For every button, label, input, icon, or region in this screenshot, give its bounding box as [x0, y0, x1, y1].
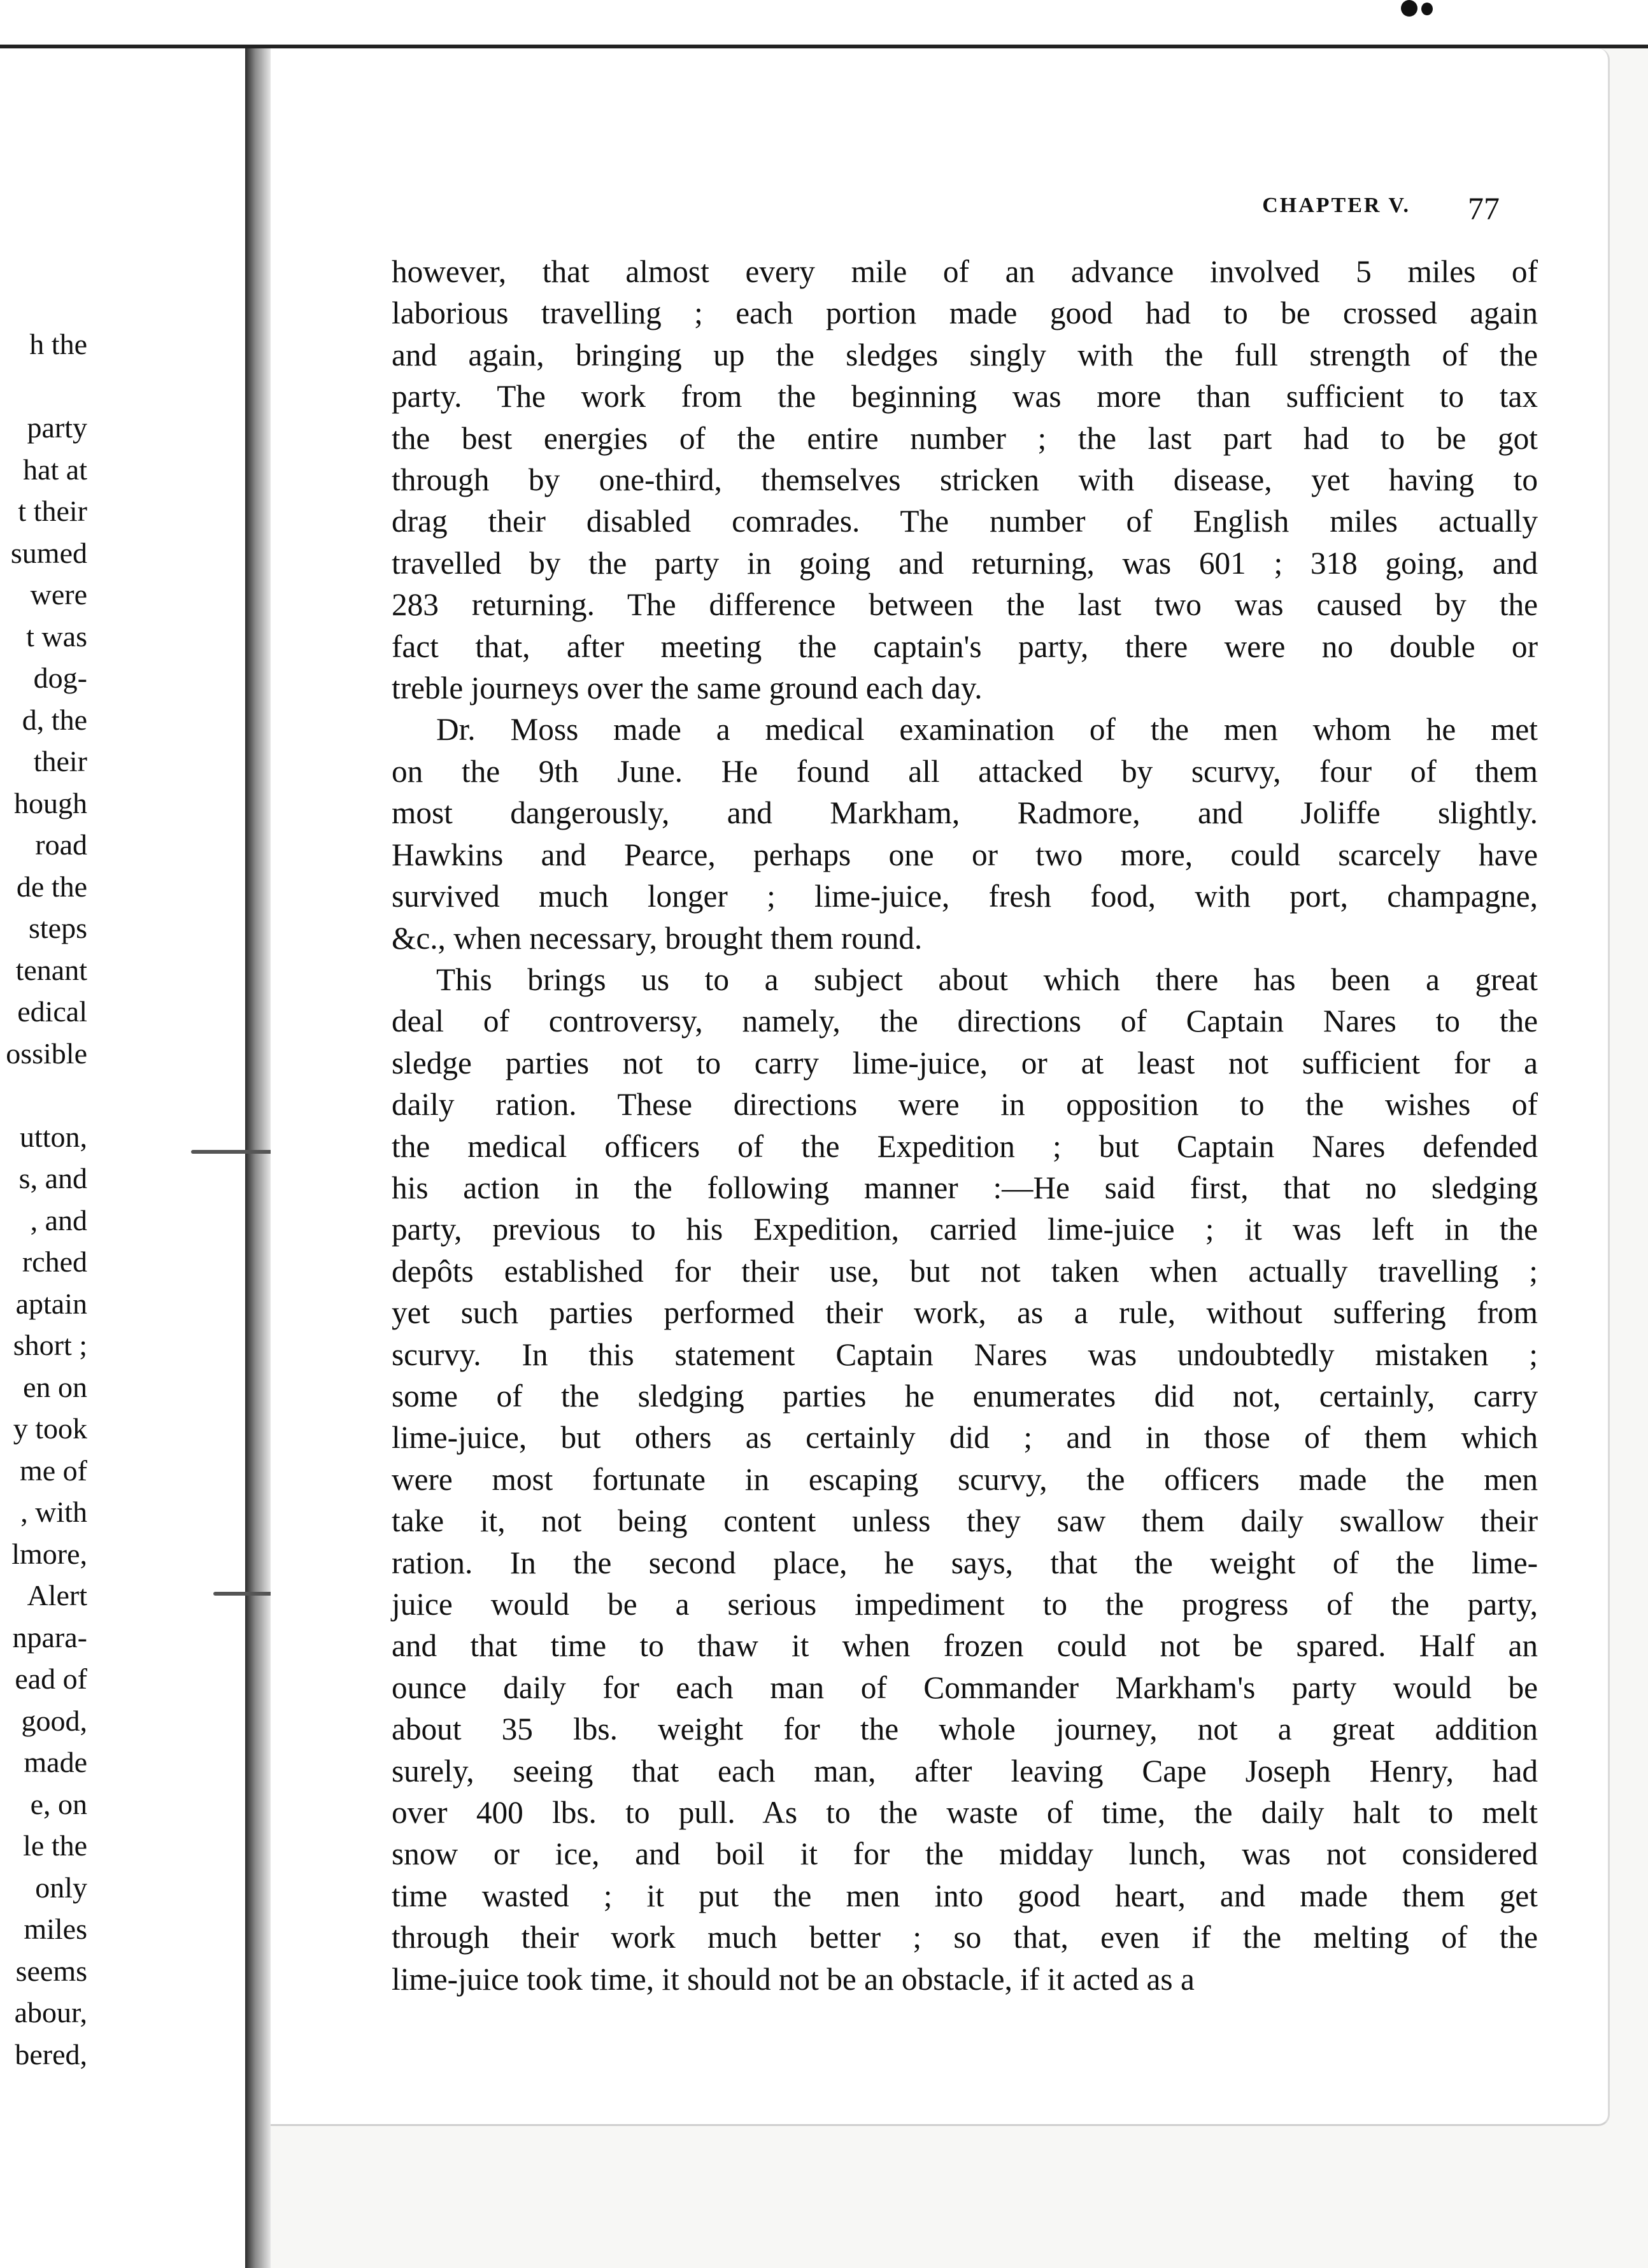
left-page-line: only [35, 1871, 87, 1904]
text-line: travelled by the party in going and returning, was 601 ; 318 going, and [392, 545, 1538, 581]
left-page-line: steps [29, 912, 87, 944]
left-page-line: t was [26, 620, 87, 653]
text-line: Hawkins and Pearce, perhaps one or two more, could scarcely have [392, 837, 1538, 872]
left-page-line: miles [24, 1913, 87, 1945]
text-line: time wasted ; it put the men into good heart, and made them get [392, 1878, 1538, 1913]
text-line: scurvy. In this statement Captain Nares was undoubtedly mistaken ; [392, 1336, 1538, 1372]
text-line: 283 returning. The difference between the last two was caused by the [392, 587, 1538, 623]
left-page-line: hat at [23, 453, 87, 486]
left-page-line: s, and [18, 1162, 87, 1194]
text-line: take it, not being content unless they saw them daily swallow their [392, 1503, 1538, 1539]
text-line: the best energies of the entire number ; the last part had to be got [392, 420, 1538, 456]
left-page-line: edical [17, 995, 87, 1028]
paragraph [392, 709, 1538, 958]
text-line: This brings us to a subject about which there has been a great [436, 961, 1538, 997]
left-page-line: short ; [13, 1329, 87, 1361]
text-line: snow or ice, and boil it for the midday lunch, was not considered [392, 1836, 1538, 1872]
text-line: ration. In the second place, he says, that the weight of the lime- [392, 1545, 1538, 1580]
text-line: surely, seeing that each man, after leaving Cape Joseph Henry, had [392, 1753, 1538, 1789]
left-page-line: dog- [33, 662, 87, 694]
binding-stitch [191, 1150, 274, 1154]
left-page-line: npara- [12, 1620, 87, 1654]
right-page [271, 48, 1610, 2126]
text-line: party, previous to his Expedition, carried lime-juice ; it was left in the [392, 1212, 1538, 1247]
text-line: &c., when necessary, brought them round. [392, 920, 923, 956]
text-line: drag their disabled comrades. The number of English miles actually [392, 504, 1538, 539]
text-line: juice would be a serious impediment to the progress of the party, [392, 1587, 1538, 1622]
left-page-line: tenant [15, 953, 87, 986]
text-line: most dangerously, and Markham, Radmore, and Joliffe slightly. [392, 795, 1538, 831]
left-page-line: were [30, 578, 87, 611]
left-page-line [6, 365, 87, 408]
text-line: party. The work from the beginning was more than sufficient to tax [392, 379, 1538, 415]
left-page-line: lmore, [11, 1537, 87, 1570]
left-page-line: me of [19, 1454, 87, 1487]
scan-blemish [1421, 3, 1433, 15]
left-page-line: h the [29, 328, 87, 360]
page-body-text [392, 251, 1538, 2000]
left-page-line: utton, [19, 1120, 87, 1153]
text-line: and that time to thaw it when frozen could not be spared. Half an [392, 1628, 1538, 1664]
left-page-line: made [24, 1746, 87, 1778]
left-page-line [6, 1074, 87, 1116]
left-page-line: , with [20, 1496, 87, 1528]
text-line: fact that, after meeting the captain's party, there were no double or [392, 628, 1538, 664]
left-page-line: ead of [15, 1662, 87, 1695]
left-page-line: bered, [15, 2038, 87, 2071]
text-line: however, that almost every mile of an advance involved 5 miles of [392, 254, 1538, 289]
left-page-line: , and [30, 1203, 87, 1237]
page-number: 77 [1468, 190, 1500, 226]
left-page-line: ossible [6, 1037, 87, 1070]
left-page-line: rched [22, 1245, 87, 1278]
left-page-line: t their [18, 495, 87, 527]
text-line: the medical officers of the Expedition ; but Captain Nares defended [392, 1128, 1538, 1164]
paragraph [392, 959, 1538, 2000]
text-line: survived much longer ; lime-juice, fresh food, with port, champagne, [392, 879, 1538, 914]
left-page-line: their [33, 745, 87, 777]
paragraph [392, 251, 1538, 709]
text-line: yet such parties performed their work, as a rule, without suffering from [392, 1295, 1538, 1331]
text-line: lime-juice, but others as certainly did ; and in those of them which [392, 1420, 1538, 1456]
left-page-line: sumed [10, 536, 87, 569]
text-line: Dr. Moss made a medical examination of the men whom he met [436, 712, 1538, 748]
left-page-line: aptain [15, 1287, 87, 1320]
text-line: some of the sledging parties he enumerates did not, certainly, carry [392, 1378, 1538, 1414]
text-line: over 400 lbs. to pull. As to the waste of time, the daily halt to melt [392, 1795, 1538, 1831]
left-page-line: party [27, 411, 87, 444]
left-page-line: y took [13, 1412, 87, 1445]
left-page-text [6, 323, 87, 2075]
text-line: depôts established for their use, but not taken when actually travelling ; [392, 1253, 1538, 1289]
left-page-line: seems [15, 1954, 87, 1987]
text-line: his action in the following manner :—He said first, that no sledging [392, 1170, 1538, 1205]
left-page-line: abour, [14, 1996, 87, 2029]
left-page-line: de the [16, 870, 87, 903]
left-page-line: en on [23, 1370, 87, 1403]
left-page-line: e, on [30, 1787, 87, 1820]
left-page-line: d, the [22, 703, 87, 736]
left-page-line: road [35, 828, 87, 861]
text-line: deal of controversy, namely, the directions of Captain Nares to the [392, 1003, 1538, 1039]
scan-blemish [1401, 0, 1417, 17]
running-head: CHAPTER V. [1262, 194, 1410, 217]
text-line: and again, bringing up the sledges singly with the full strength of the [392, 337, 1538, 372]
text-line: daily ration. These directions were in opposition to the wishes of [392, 1087, 1538, 1123]
left-page-line: good, [21, 1704, 87, 1737]
text-line: sledge parties not to carry lime-juice, or at least not sufficient for a [392, 1045, 1538, 1081]
text-line: ounce daily for each man of Commander Markham's party would be [392, 1669, 1538, 1705]
left-page-line: hough [14, 786, 87, 819]
left-page-line: Alert [27, 1579, 87, 1612]
book-gutter [245, 48, 271, 2268]
text-line: lime-juice took time, it should not be an obstacle, if it acted as a [392, 1961, 1195, 1997]
text-line: laborious travelling ; each portion made good had to be crossed again [392, 295, 1538, 331]
text-line: through their work much better ; so that, even if the melting of the [392, 1920, 1538, 1955]
text-line: on the 9th June. He found all attacked by scurvy, four of them [392, 753, 1538, 789]
left-page [0, 48, 254, 2268]
binding-stitch [213, 1592, 277, 1596]
text-line: about 35 lbs. weight for the whole journey, not a great addition [392, 1712, 1538, 1747]
text-line: through by one-third, themselves stricken with disease, yet having to [392, 462, 1538, 498]
text-line: were most fortunate in escaping scurvy, the officers made the men [392, 1461, 1538, 1497]
text-line: treble journeys over the same ground each day. [392, 670, 983, 706]
left-page-line: le the [23, 1829, 87, 1862]
